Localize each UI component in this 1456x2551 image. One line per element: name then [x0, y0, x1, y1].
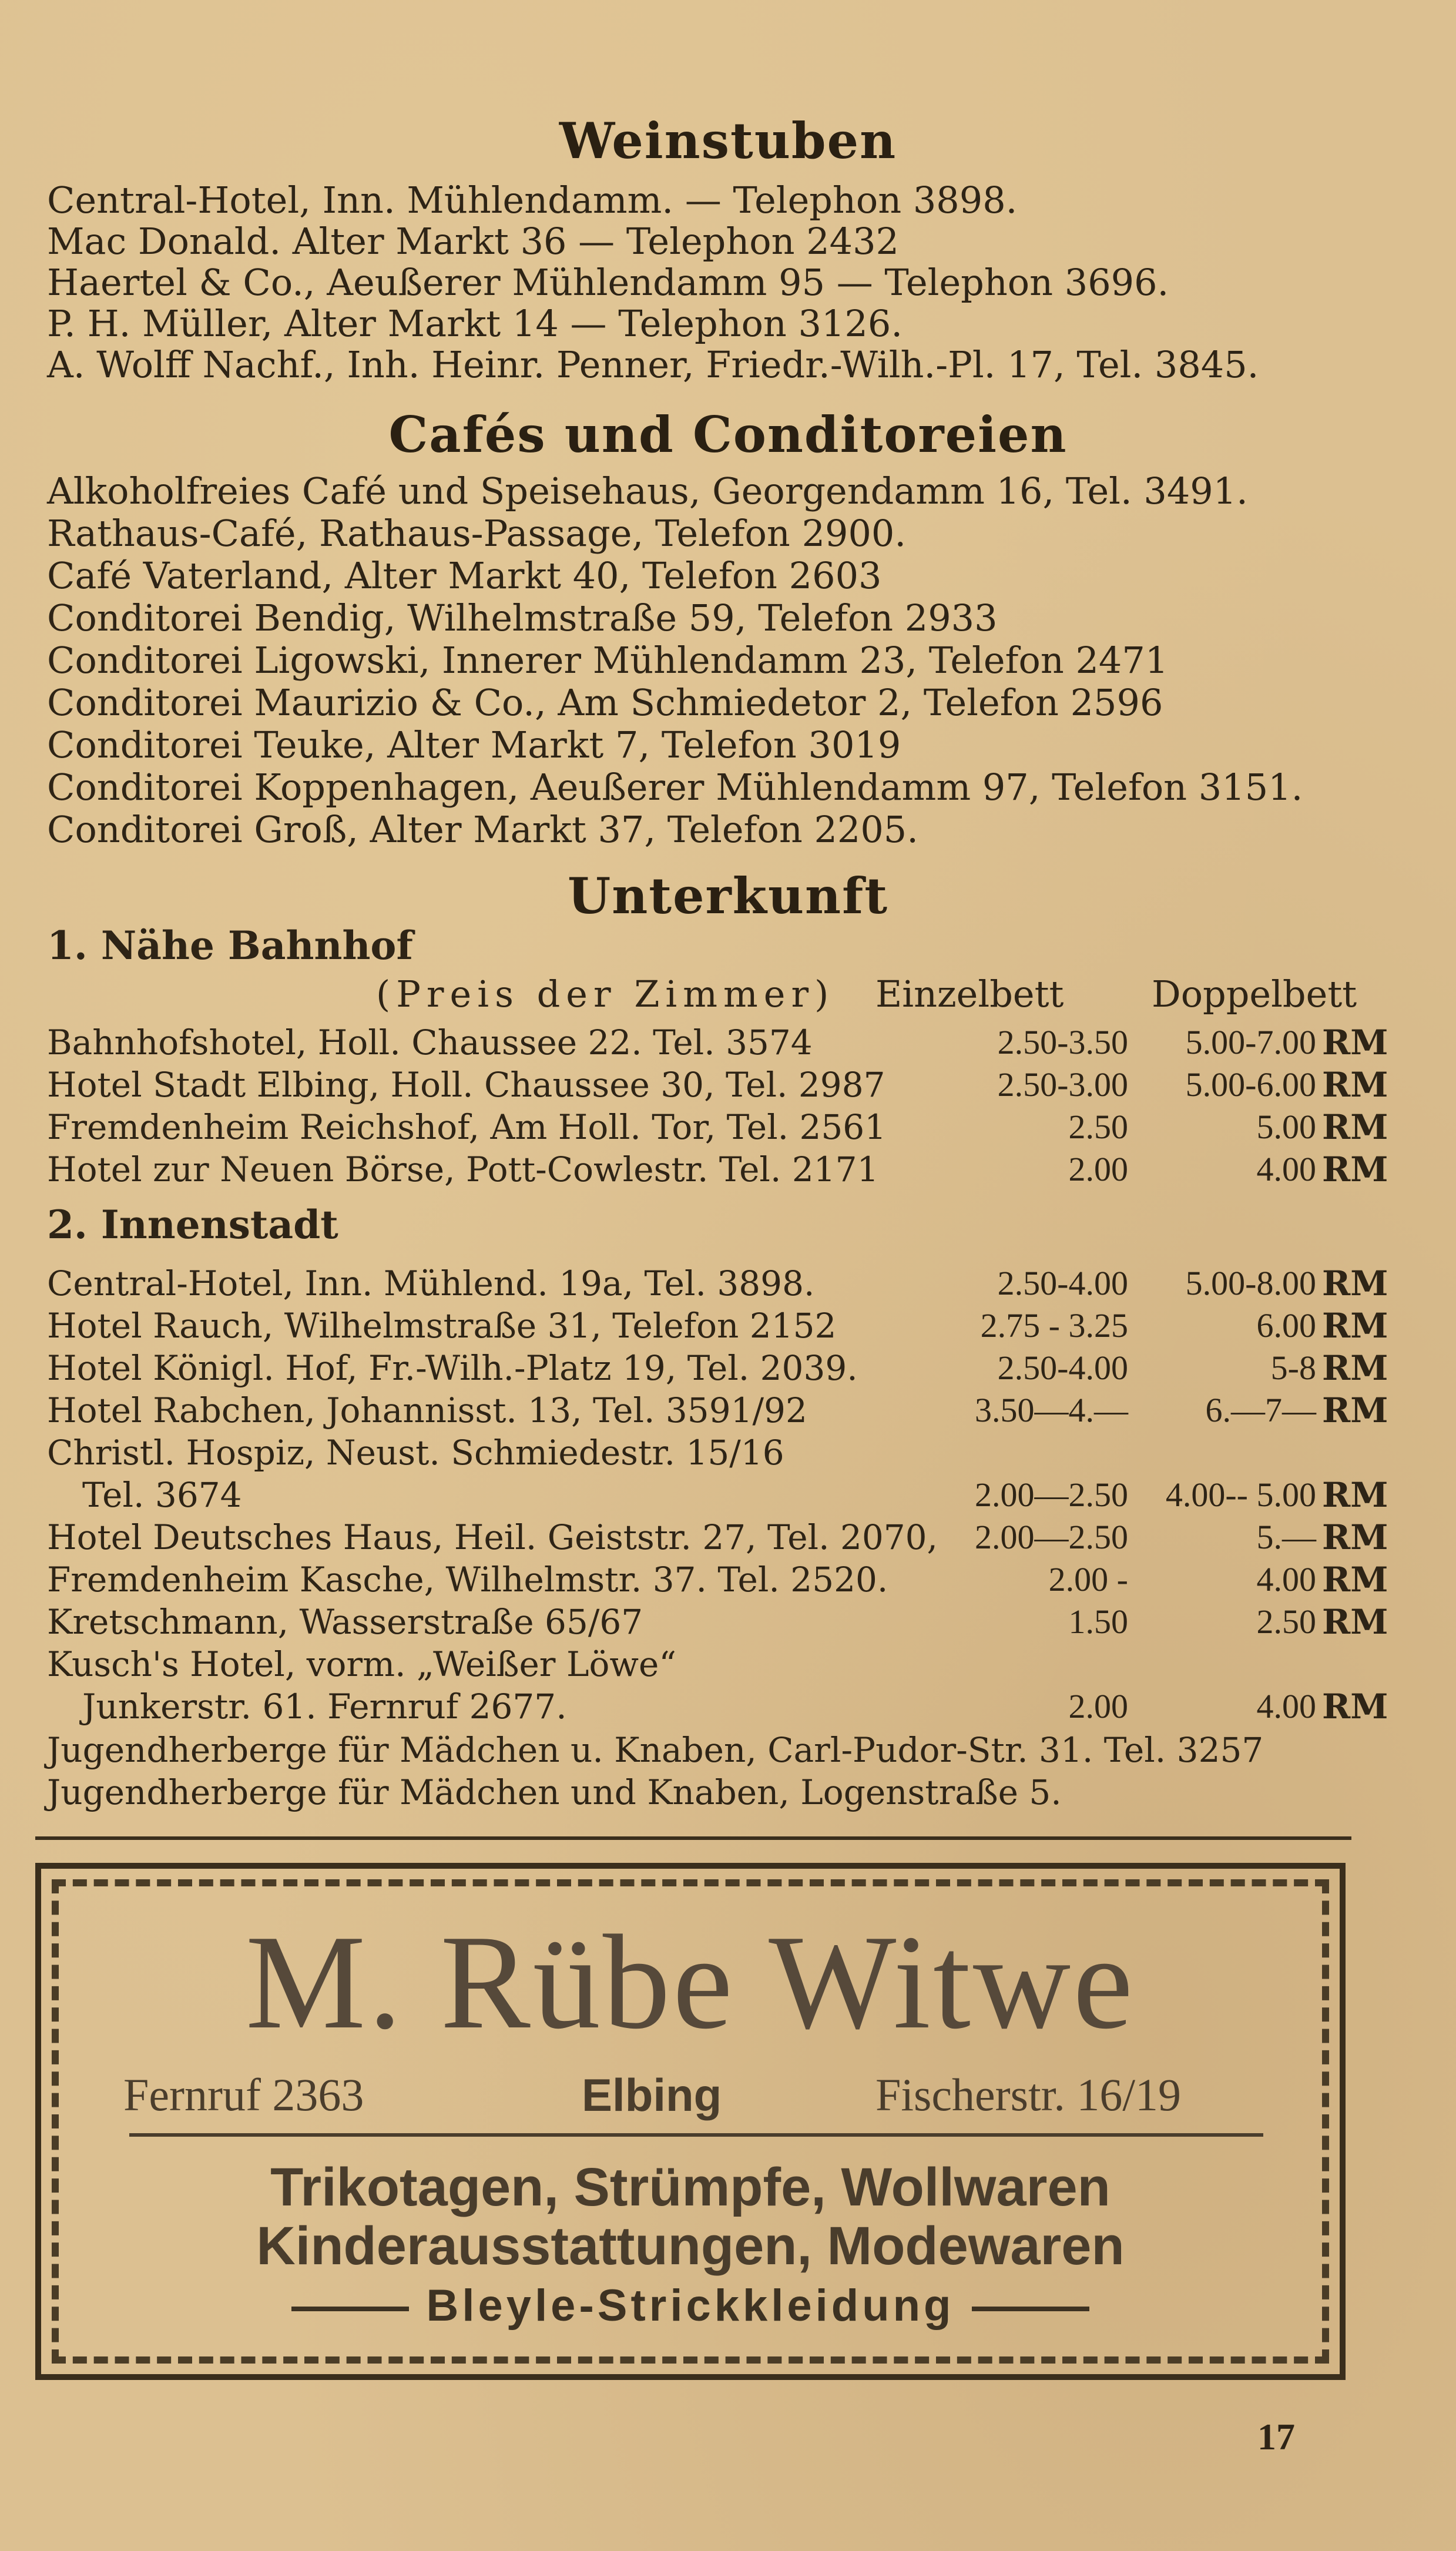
currency: RM [1322, 1560, 1388, 1600]
currency: RM [1322, 1517, 1388, 1557]
list-item: Rathaus-Café, Rathaus-Passage, Telefon 2900. [47, 512, 907, 555]
currency: RM [1322, 1065, 1388, 1105]
table-row [47, 1602, 1388, 1644]
price-double: 4.00 [1256, 1687, 1316, 1725]
price-double: 5.00-7.00 [1185, 1023, 1316, 1061]
hotel-name: Hotel zur Neuen Börse, Pott-Cowlestr. Tel. 2171 [47, 1149, 879, 1189]
table-row [47, 1390, 1388, 1433]
table-row [47, 1687, 1388, 1729]
page-number: 17 [1257, 2416, 1295, 2458]
price-single: 2.50-4.00 [997, 1264, 1128, 1302]
table-row [47, 1433, 1363, 1475]
list-item: Haertel & Co., Aeußerer Mühlendamm 95 — Telephon 3696. [47, 261, 1169, 304]
hotel-name: Central-Hotel, Inn. Mühlend. 19a, Tel. 3898. [47, 1263, 815, 1303]
price-single: 2.00 [1068, 1150, 1128, 1188]
column-header-single: Einzelbett [875, 973, 1064, 1015]
hotel-name: Hotel Königl. Hof, Fr.-Wilh.-Platz 19, Tel. 2039. [47, 1348, 858, 1388]
hotel-name: Tel. 3674 [82, 1475, 242, 1515]
currency: RM [1322, 1263, 1388, 1303]
price-single: 3.50—4.— [975, 1391, 1128, 1429]
list-item: Conditorei Teuke, Alter Markt 7, Telefon 3019 [47, 723, 901, 766]
price-single: 2.50 [1068, 1108, 1128, 1146]
list-item: Conditorei Maurizio & Co., Am Schmiedetor 2, Telefon 2596 [47, 681, 1163, 724]
divider [35, 1836, 1351, 1840]
hotel-name: Kretschmann, Wasserstraße 65/67 [47, 1602, 643, 1642]
ad-brand-text: Bleyle-Strickkleidung [426, 2281, 955, 2331]
price-single: 2.00—2.50 [975, 1518, 1128, 1556]
ad-address: Fischerstr. 16/19 [875, 2069, 1181, 2120]
price-double: 4.00 [1256, 1150, 1316, 1188]
currency: RM [1322, 1475, 1388, 1515]
currency: RM [1322, 1149, 1388, 1189]
price-double: 6.—7— [1205, 1391, 1316, 1429]
price-single: 2.50-3.00 [997, 1065, 1128, 1104]
table-row [47, 1065, 1388, 1107]
table-row [47, 1023, 1388, 1065]
ad-brand-dash [972, 2307, 1089, 2311]
price-single: 2.50-4.00 [997, 1349, 1128, 1387]
price-double: 5.00-6.00 [1185, 1065, 1316, 1104]
hotel-name: Junkerstr. 61. Fernruf 2677. [82, 1687, 567, 1727]
price-single: 2.00—2.50 [975, 1476, 1128, 1514]
ad-company-name: M. Rübe Witwe [245, 1907, 1136, 2057]
list-item: A. Wolff Nachf., Inh. Heinr. Penner, Friedr.-Wilh.-Pl. 17, Tel. 3845. [47, 343, 1259, 386]
section-title-weinstuben: Weinstuben [559, 112, 897, 170]
price-double: 5-8 [1270, 1349, 1316, 1387]
table-row [47, 1644, 1363, 1687]
price-double: 5.00-8.00 [1185, 1264, 1316, 1302]
ad-brand-dash [291, 2307, 409, 2311]
list-item: Café Vaterland, Alter Markt 40, Telefon 2603 [47, 554, 882, 597]
price-double: 5.— [1256, 1518, 1316, 1556]
section-title-unterkunft: Unterkunft [567, 867, 889, 925]
price-single: 2.00 - [1048, 1560, 1128, 1598]
advertisement-box [35, 1863, 1346, 2380]
list-item: P. H. Müller, Alter Markt 14 — Telephon 3126. [47, 302, 903, 345]
table-row [47, 1263, 1388, 1306]
ad-product-line: Kinderausstattungen, Modewaren [256, 2216, 1125, 2276]
price-single: 2.00 [1068, 1687, 1128, 1725]
table-row [47, 1149, 1388, 1192]
table-row [47, 1348, 1388, 1390]
subsection-title-innenstadt: 2. Innenstadt [47, 1202, 338, 1248]
hotel-name: Hotel Stadt Elbing, Holl. Chaussee 30, Tel. 2987 [47, 1065, 885, 1105]
hotel-name: Hotel Deutsches Haus, Heil. Geiststr. 27, Tel. 2070, [47, 1517, 938, 1557]
hotel-name: Hotel Rauch, Wilhelmstraße 31, Telefon 2152 [47, 1306, 837, 1346]
hotel-name: Christl. Hospiz, Neust. Schmiedestr. 15/16 [47, 1433, 784, 1473]
list-item: Central-Hotel, Inn. Mühlendamm. — Telephon 3898. [47, 179, 1018, 222]
hotel-name: Hotel Rabchen, Johannisst. 13, Tel. 3591/92 [47, 1390, 807, 1430]
section-title-cafes: Cafés und Conditoreien [388, 405, 1068, 464]
table-row [47, 1107, 1388, 1149]
currency: RM [1322, 1348, 1388, 1388]
currency: RM [1322, 1107, 1388, 1147]
ad-product-line: Trikotagen, Strümpfe, Wollwaren [270, 2157, 1111, 2217]
ad-divider [129, 2133, 1263, 2137]
hotel-name: Fremdenheim Reichshof, Am Holl. Tor, Tel. 2561 [47, 1107, 887, 1147]
currency: RM [1322, 1687, 1388, 1727]
table-row [47, 1306, 1388, 1348]
ad-brand-line [41, 2280, 1340, 2331]
price-double: 5.00 [1256, 1108, 1316, 1146]
subsection-title-bahnhof: 1. Nähe Bahnhof [47, 923, 413, 968]
price-single: 1.50 [1068, 1603, 1128, 1641]
price-single: 2.75 - 3.25 [980, 1306, 1128, 1345]
currency: RM [1322, 1023, 1388, 1062]
ad-phone: Fernruf 2363 [123, 2069, 364, 2120]
list-item: Mac Donald. Alter Markt 36 — Telephon 2432 [47, 220, 900, 263]
currency: RM [1322, 1306, 1388, 1346]
ad-city: Elbing [582, 2069, 722, 2121]
list-item: Jugendherberge für Mädchen und Knaben, Logenstraße 5. [47, 1772, 1062, 1812]
hotel-name: Kusch's Hotel, vorm. „Weißer Löwe“ [47, 1644, 677, 1684]
list-item: Conditorei Koppenhagen, Aeußerer Mühlendamm 97, Telefon 3151. [47, 766, 1303, 809]
list-item: Alkoholfreies Café und Speisehaus, Georgendamm 16, Tel. 3491. [47, 470, 1248, 512]
currency: RM [1322, 1390, 1388, 1430]
price-double: 4.00 [1256, 1560, 1316, 1598]
price-single: 2.50-3.50 [997, 1023, 1128, 1061]
list-item: Conditorei Ligowski, Innerer Mühlendamm 23, Telefon 2471 [47, 639, 1169, 682]
table-row [47, 1560, 1388, 1602]
hotel-name: Bahnhofshotel, Holl. Chaussee 22. Tel. 3574 [47, 1023, 813, 1062]
table-row [47, 1517, 1388, 1560]
currency: RM [1322, 1602, 1388, 1642]
price-double: 2.50 [1256, 1603, 1316, 1641]
list-item: Jugendherberge für Mädchen u. Knaben, Carl-Pudor-Str. 31. Tel. 3257 [47, 1730, 1264, 1770]
column-header-preis: (Preis der Zimmer) [376, 973, 835, 1015]
list-item: Conditorei Bendig, Wilhelmstraße 59, Telefon 2933 [47, 596, 998, 639]
list-item: Conditorei Groß, Alter Markt 37, Telefon 2205. [47, 808, 918, 851]
table-row [47, 1475, 1388, 1517]
column-header-double: Doppelbett [1152, 973, 1357, 1015]
price-double: 4.00-- 5.00 [1165, 1476, 1316, 1514]
price-double: 6.00 [1256, 1306, 1316, 1345]
hotel-name: Fremdenheim Kasche, Wilhelmstr. 37. Tel. 2520. [47, 1560, 888, 1600]
